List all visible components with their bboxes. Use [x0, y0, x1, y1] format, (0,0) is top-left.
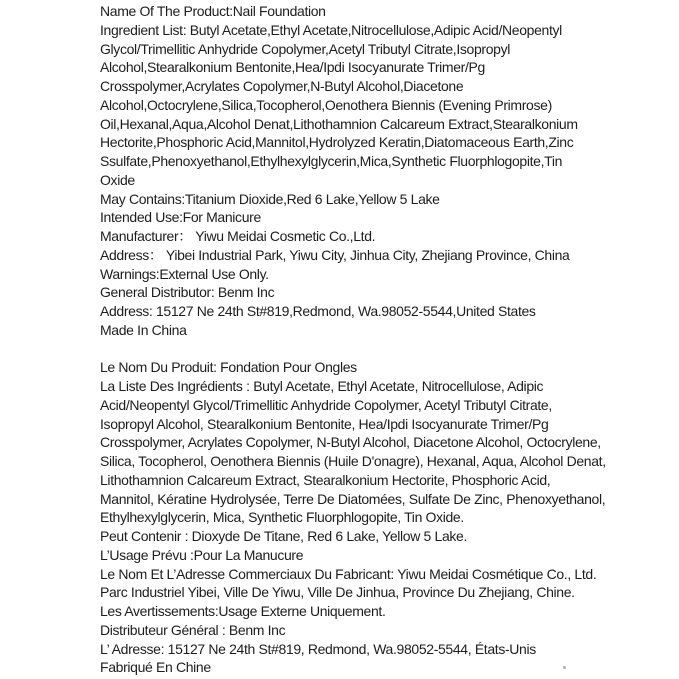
intended-use-en: Intended Use:For Manicure	[100, 209, 261, 226]
may-contains-en: May Contains:Titanium Dioxide,Red 6 Lake,Yellow 5 Lake	[100, 190, 440, 207]
french-section	[100, 358, 623, 677]
distributor-address-en: Address: 15127 Ne 24th St#819,Redmond, Wa.98052-5544,United States	[100, 303, 536, 319]
ingredient-list-en-line-2: Glycol/Trimellitic Anhydride Copolymer,Acetyl Tributyl Citrate,Isopropyl	[100, 40, 510, 57]
ingredient-list-fr-line-1: La Liste Des Ingrédients : Butyl Acetate, Ethyl Acetate, Nitrocellulose, Adipic	[100, 378, 544, 394]
manufacturer-address-en: Address： Yibei Industrial Park, Yiwu City, Jinhua City, Zhejiang Province, China	[100, 246, 570, 263]
ingredient-list-fr-line-6: Lithothamnion Calcareum Extract, Stearalkonium Hectorite, Phosphoric Acid,	[100, 471, 551, 488]
scan-artifact-speck	[563, 666, 566, 669]
english-section	[100, 2, 623, 340]
made-in-fr: Fabriqué En Chine	[100, 659, 211, 676]
may-contain-fr: Peut Contenir : Dioxyde De Titane, Red 6 Lake, Yellow 5 Lake.	[100, 528, 468, 544]
manufacturer-fr-line-1: Le Nom Et L’Adresse Commerciaux Du Fabricant: Yiwu Meidai Cosmétique Co., Ltd.	[100, 565, 597, 582]
product-name-fr: Le Nom Du Produit: Fondation Pour Ongles	[100, 359, 357, 376]
warnings-fr: Les Avertissements:Usage Externe Uniquement.	[100, 603, 386, 619]
ingredient-list-en-line-3: Alcohol,Stearalkonium Bentonite,Hea/Ipdi Isocyanurate Trimer/Pg	[100, 59, 485, 76]
intended-use-fr: L’Usage Prévu :Pour La Manucure	[100, 546, 304, 563]
ingredient-list-en-line-7: Hectorite,Phosphoric Acid,Mannitol,Hydrolyzed Keratin,Diatomaceous Earth,Zinc	[100, 134, 574, 151]
made-in-en: Made In China	[100, 321, 187, 338]
manufacturer-en: Manufacturer： Yiwu Meidai Cosmetic Co.,Ltd.	[100, 228, 376, 244]
general-distributor-fr: Distributeur Général : Benm Inc	[100, 621, 286, 638]
warnings-en: Warnings:External Use Only.	[100, 265, 269, 282]
ingredient-list-en-line-9: Oxide	[100, 171, 135, 188]
distributor-address-fr: L’ Adresse: 15127 Ne 24th St#819, Redmond, Wa.98052-5544, États-Unis	[100, 640, 536, 657]
general-distributor-en: General Distributor: Benm Inc	[100, 284, 275, 301]
ingredient-list-fr-line-2: Acid/Neopentyl Glycol/Trimellitic Anhydride Copolymer, Acetyl Tributyl Citrate,	[100, 396, 552, 413]
ingredient-list-en-line-1: Ingredient List: Butyl Acetate,Ethyl Acetate,Nitrocellulose,Adipic Acid/Neopentyl	[100, 21, 562, 38]
ingredient-list-en-line-8: Ssulfate,Phenoxyethanol,Ethylhexylglycerin,Mica,Synthetic Fluorphlogopite,Tin	[100, 153, 563, 169]
product-name-en: Name Of The Product:Nail Foundation	[100, 3, 326, 19]
manufacturer-fr-line-2: Parc Industriel Yibei, Ville De Yiwu, Ville De Jinhua, Province Du Zhejiang, Chine.	[100, 584, 575, 601]
ingredient-list-fr-line-5: Silica, Tocopherol, Oenothera Biennis (Huile D'onagre), Hexanal, Aqua, Alcohol Denat,	[100, 453, 606, 469]
ingredient-list-fr-line-7: Mannitol, Kératine Hydrolysée, Terre De Diatomées, Sulfate De Zinc, Phenoxyethanol,	[100, 490, 606, 507]
ingredient-list-en-line-4: Crosspolymer,Acrylates Copolymer,N-Butyl Alcohol,Diacetone	[100, 78, 464, 94]
ingredient-list-en-line-6: Oil,Hexanal,Aqua,Alcohol Denat,Lithothamnion Calcareum Extract,Stearalkonium	[100, 115, 578, 132]
ingredient-list-fr-line-3: Isopropyl Alcohol, Stearalkonium Bentonite, Hea/Ipdi Isocyanurate Trimer/Pg	[100, 415, 549, 432]
ingredient-list-fr-line-8: Ethylhexylglycerin, Mica, Synthetic Fluorphlogopite, Tin Oxide.	[100, 509, 464, 526]
ingredient-list-en-line-5: Alcohol,Octocrylene,Silica,Tocopherol,Oenothera Biennis (Evening Primrose)	[100, 96, 552, 113]
ingredient-list-fr-line-4: Crosspolymer, Acrylates Copolymer, N-Butyl Alcohol, Diacetone Alcohol, Octocrylene,	[100, 434, 601, 451]
